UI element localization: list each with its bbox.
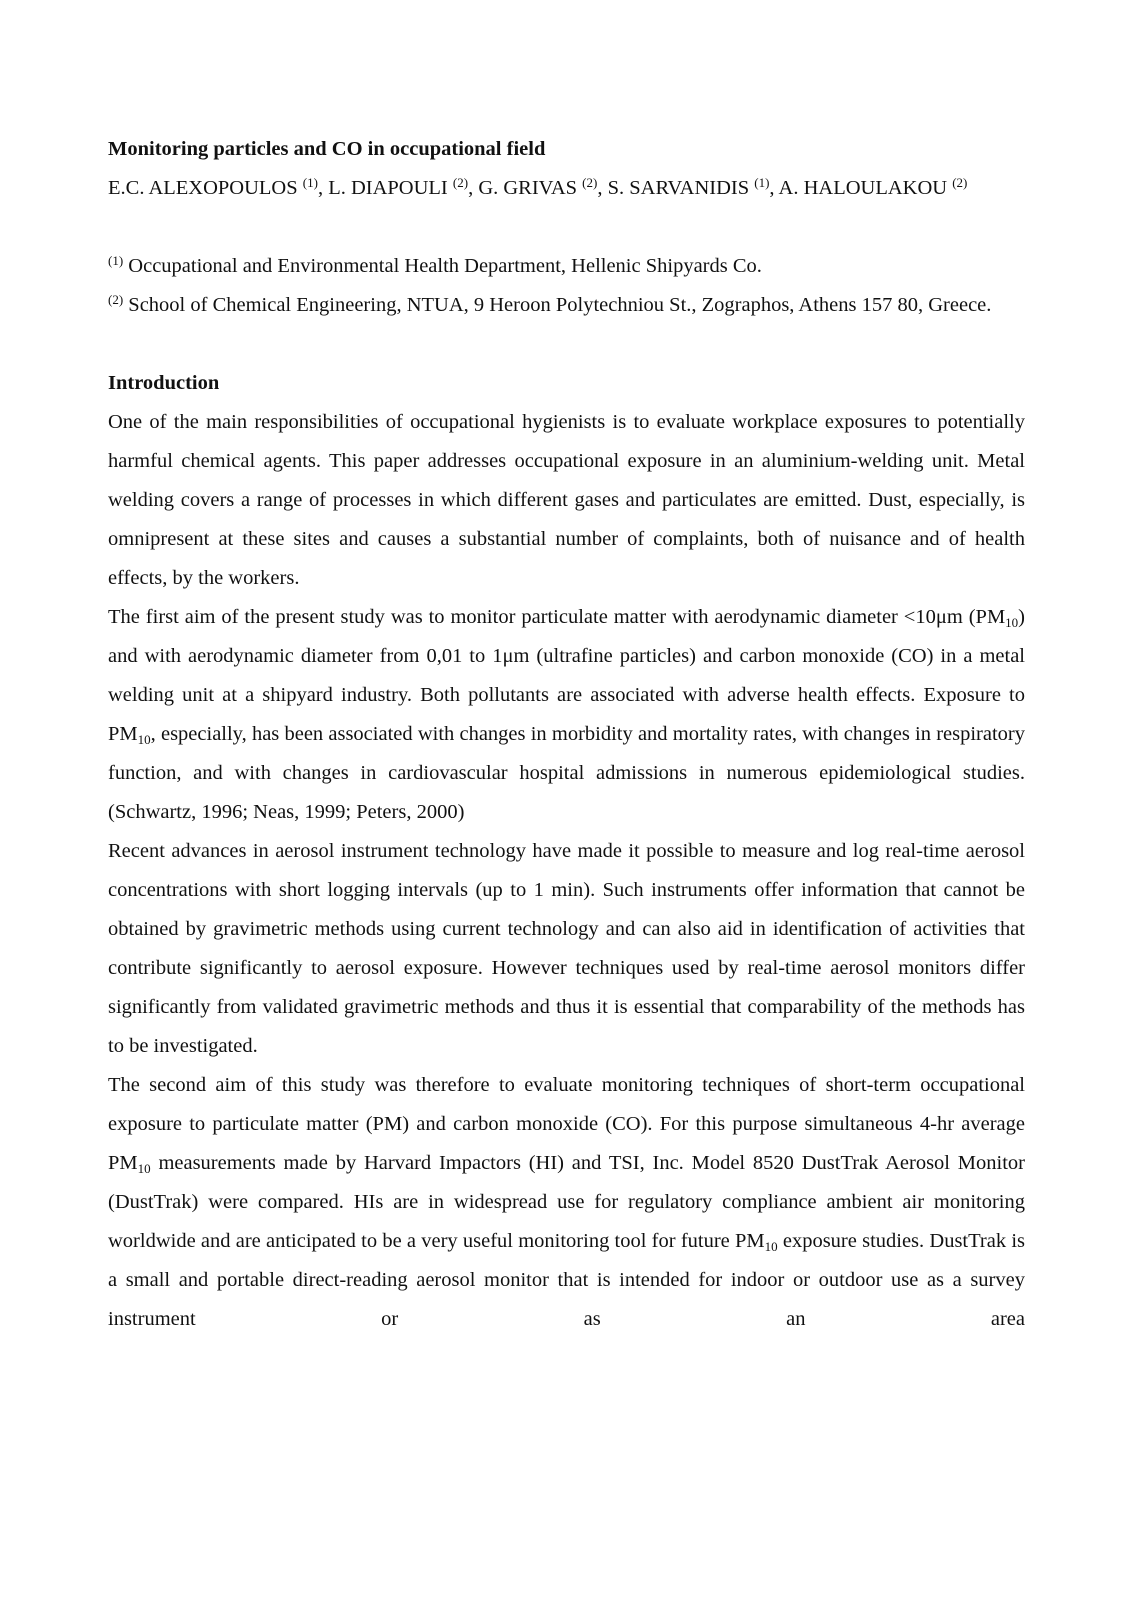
- author-affiliation-mark: (1): [754, 175, 770, 190]
- author-name: L. DIAPOULI: [328, 177, 448, 199]
- author-affiliation-mark: (2): [452, 175, 469, 190]
- author-name: G. GRIVAS: [478, 177, 578, 199]
- paragraph-text: exposure studies. DustTrak is a small and portable direct-reading aerosol monitor that is intended for indoor or outdoor use as a survey instrument or as an area: [108, 1230, 1025, 1330]
- author-name: E.C. ALEXOPOULOS: [108, 177, 298, 199]
- paragraph-4: [108, 1066, 1025, 1339]
- subscript: 10: [137, 732, 151, 747]
- author-name: S. SARVANIDIS: [607, 177, 750, 199]
- paper-title: Monitoring particles and CO in occupational field: [108, 138, 546, 160]
- author-affiliation-mark: (2): [952, 175, 968, 190]
- subscript: 10: [137, 1161, 151, 1176]
- paragraph-text: , especially, has been associated with changes in morbidity and mortality rates, with changes in respiratory function, and with changes in cardiovascular hospital admissions in numerous epidemiological studies. (Schwartz, 1996; Neas, 1999; Peters, 2000): [108, 723, 1025, 823]
- affiliation-mark: (1): [108, 253, 124, 268]
- affiliation-2: [108, 286, 1025, 325]
- affiliation-text: School of Chemical Engineering, NTUA, 9 Heroon Polytechniou St., Zographos, Athens 157 80, Greece.: [123, 294, 992, 316]
- author-name: A. HALOULAKOU: [778, 177, 948, 199]
- paragraph-text: The first aim of the present study was to monitor particulate matter with aerodynamic diameter <10μm (PM: [108, 606, 1006, 628]
- affiliation-1: [108, 247, 1025, 286]
- subscript: 10: [764, 1239, 778, 1254]
- author-affiliation-mark: (1): [302, 175, 318, 190]
- paragraph-text: The second aim of this study was therefore to evaluate monitoring techniques of short-term occupational exposure to particulate matter (PM) and carbon monoxide (CO). For this purpose simultaneous 4-hr average PM: [108, 1074, 1025, 1174]
- spacer: [108, 208, 1025, 247]
- affiliation-text: Occupational and Environmental Health Department, Hellenic Shipyards Co.: [123, 255, 762, 277]
- section-heading: Introduction: [108, 372, 220, 394]
- spacer: [108, 325, 1025, 364]
- paragraph-text: ) and with aerodynamic diameter from 0,01 to 1μm (ultrafine particles) and carbon monoxide (CO) in a metal welding unit at a shipyard industry. Both pollutants are associated with adverse health effects. Exposure to PM: [108, 606, 1025, 745]
- paragraph-2: [108, 598, 1025, 832]
- affiliation-mark: (2): [108, 292, 124, 307]
- author-affiliation-mark: (2): [582, 175, 598, 190]
- paragraph-3: Recent advances in aerosol instrument technology have made it possible to measure and log real-time aerosol concentrations with short logging intervals (up to 1 min). Such instruments offer information that cannot be obtained by gravimetric methods using current technology and can also aid in identification of activities that contribute significantly to aerosol exposure. However techniques used by real-time aerosol monitors differ significantly from validated gravimetric methods and thus it is essential that comparability of the methods has to be investigated.: [108, 840, 1025, 1057]
- paragraph-text: measurements made by Harvard Impactors (HI) and TSI, Inc. Model 8520 DustTrak Aerosol Monitor (DustTrak) were compared. HIs are in widespread use for regulatory compliance ambient air monitoring worldwide and are anticipated to be a very useful monitoring tool for future PM: [108, 1152, 1025, 1252]
- subscript: 10: [1005, 615, 1019, 630]
- author-list: E.C. ALEXOPOULOS $^{(1)}$, L. DIAPOULI $^{(2)}$, G. GRIVAS $^{(2)}$, S. SARVANIDIS $^{(1)}$, A. HALOULAKOU $^{(2)}$: [108, 175, 968, 199]
- paragraph-1: One of the main responsibilities of occupational hygienists is to evaluate workplace exposures to potentially harmful chemical agents. This paper addresses occupational exposure in an aluminium-welding unit. Metal welding covers a range of processes in which different gases and particulates are emitted. Dust, especially, is omnipresent at these sites and causes a substantial number of complaints, both of nuisance and of health effects, by the workers.: [108, 411, 1025, 589]
